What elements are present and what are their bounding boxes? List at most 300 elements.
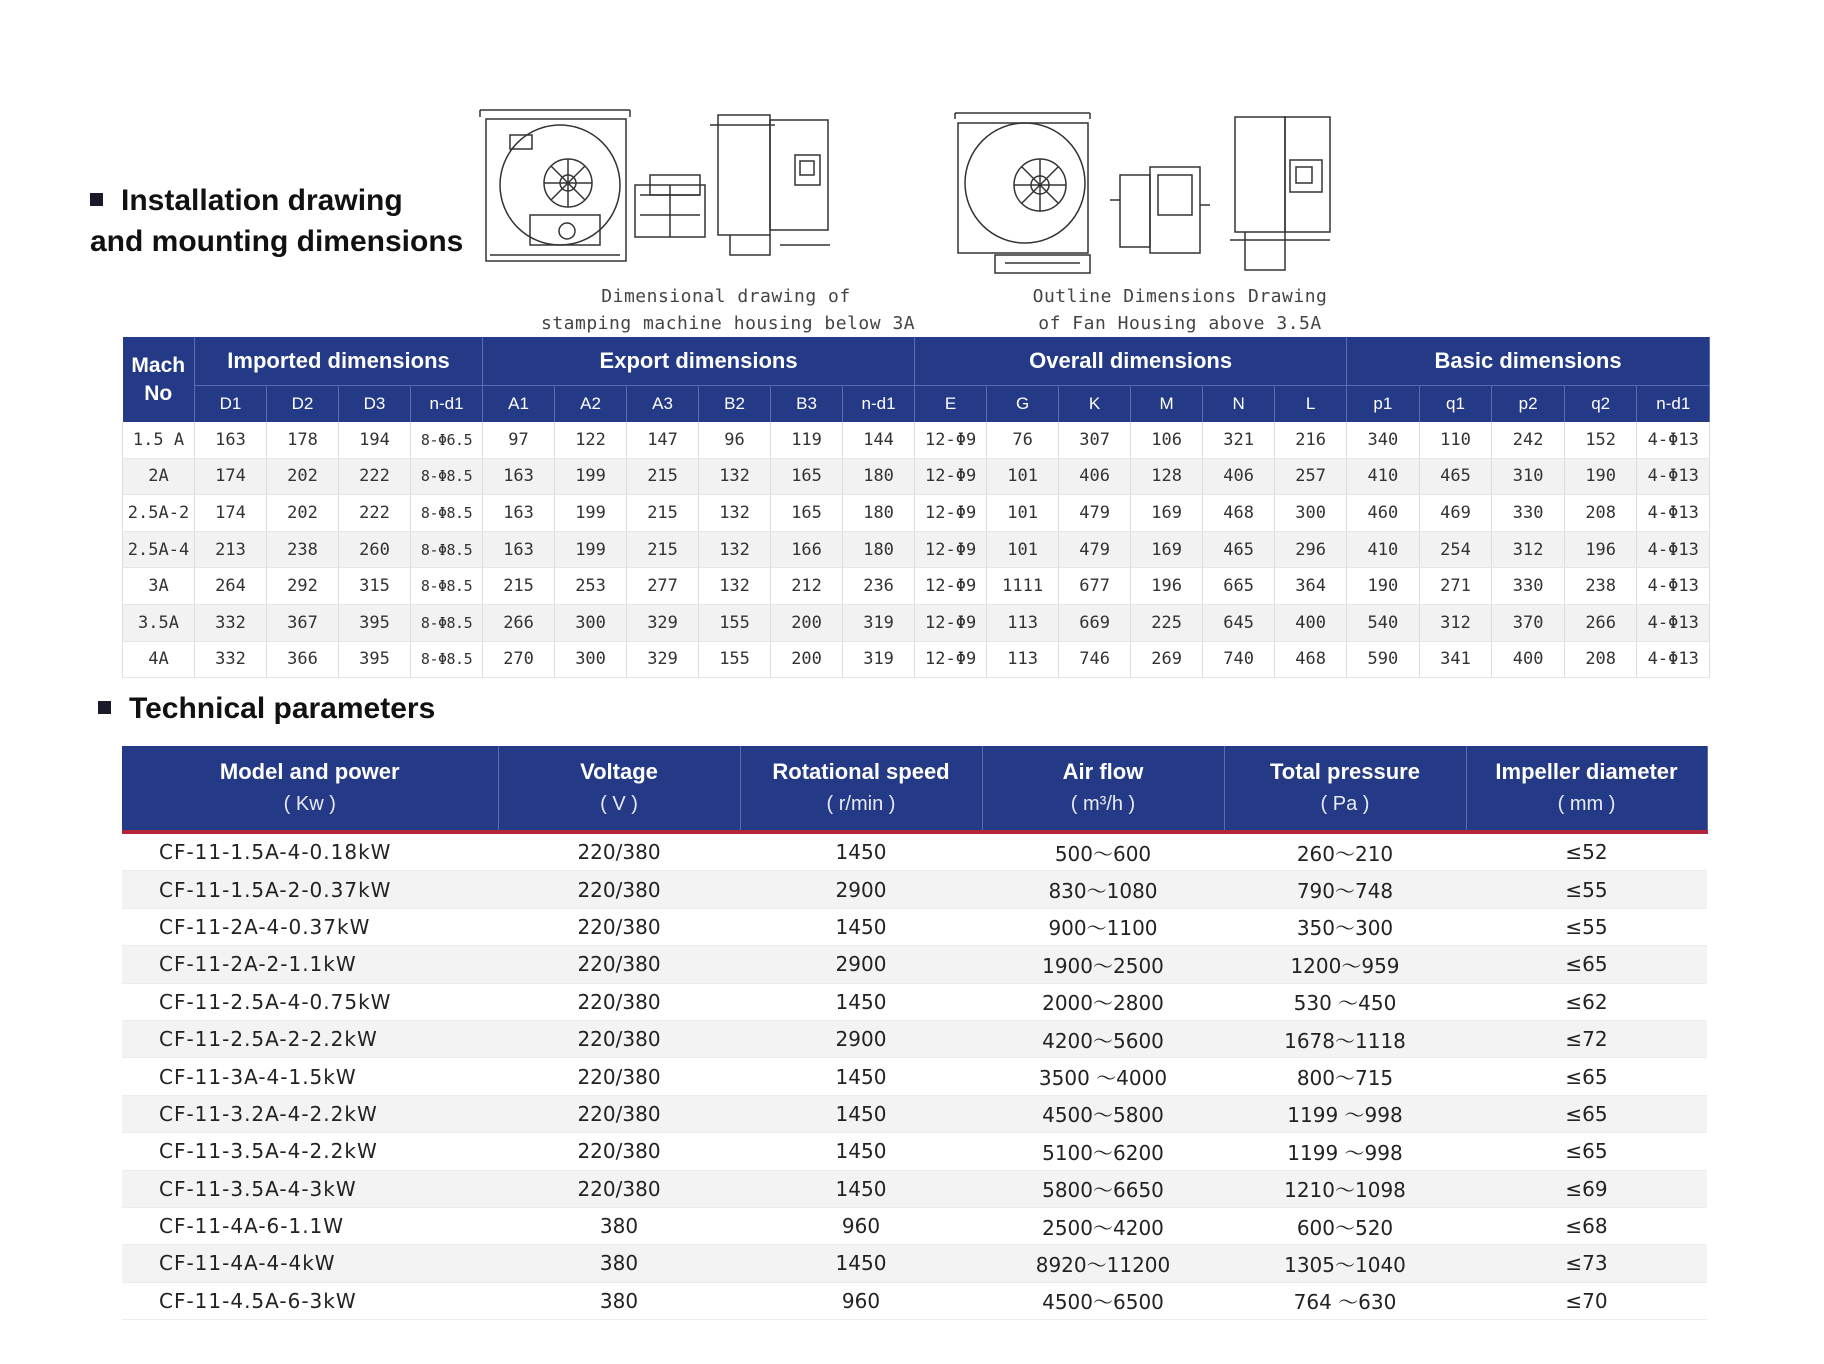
table-cell: 200 [771, 604, 843, 641]
table-cell: 8-Φ8.5 [411, 641, 483, 678]
table-row [123, 531, 1710, 568]
table-cell: 830～1080 [982, 871, 1224, 908]
header-label: Impeller diameter [1495, 759, 1678, 784]
column-header: n-d1 [411, 386, 483, 423]
table-cell: 2900 [740, 1020, 982, 1057]
header-label: Air flow [1062, 759, 1144, 784]
table-cell: ≤69 [1466, 1170, 1707, 1207]
table-cell: 180 [843, 458, 915, 495]
table-cell: 215 [627, 458, 699, 495]
table-cell: 196 [1131, 568, 1203, 605]
square-bullet-icon [98, 701, 111, 714]
table-cell: 132 [699, 458, 771, 495]
table-cell: ≤73 [1466, 1245, 1707, 1282]
column-header: D1 [195, 386, 267, 423]
table-cell: 163 [195, 422, 267, 458]
table-cell: 319 [843, 604, 915, 641]
header-unit: ( m³/h ) [1070, 793, 1136, 815]
table-cell: 4-Φ13 [1637, 531, 1710, 568]
table-cell: 270 [483, 641, 555, 678]
table-cell: 367 [267, 604, 339, 641]
table-cell: 410 [1347, 458, 1420, 495]
table-cell: 410 [1347, 531, 1420, 568]
tech-column-header [498, 746, 740, 832]
tech-column-header [982, 746, 1224, 832]
table-row [122, 1170, 1707, 1207]
table-row [123, 641, 1710, 678]
header-unit: ( V ) [600, 793, 638, 815]
table-cell: 296 [1275, 531, 1347, 568]
table-cell: 4500～5800 [982, 1095, 1224, 1132]
header-label: Voltage [580, 759, 658, 784]
table-cell: 4-Φ13 [1637, 604, 1710, 641]
table-cell: 220/380 [498, 1020, 740, 1057]
title-line-2: and mounting dimensions [90, 225, 464, 258]
table-cell: 253 [555, 568, 627, 605]
table-cell: 269 [1131, 641, 1203, 678]
table-cell: 216 [1275, 422, 1347, 458]
table-cell: 315 [339, 568, 411, 605]
table-cell: 202 [267, 458, 339, 495]
tech-column-header [740, 746, 982, 832]
table-cell: 220/380 [498, 1095, 740, 1132]
table-cell: 321 [1203, 422, 1275, 458]
table-cell: 330 [1492, 568, 1565, 605]
table-cell: 540 [1347, 604, 1420, 641]
header-label: Rotational speed [772, 759, 950, 784]
table-cell: 174 [195, 495, 267, 532]
mach-no-cell: 2A [123, 458, 195, 495]
table-cell: 330 [1492, 495, 1565, 532]
table-cell: 132 [699, 531, 771, 568]
table-row [122, 832, 1707, 871]
table-cell: 469 [1419, 495, 1492, 532]
table-cell: 212 [771, 568, 843, 605]
table-cell: 128 [1131, 458, 1203, 495]
table-cell: 238 [1564, 568, 1637, 605]
table-row [122, 983, 1707, 1020]
table-cell: 169 [1131, 531, 1203, 568]
dimensions-table [122, 337, 1710, 678]
table-row [123, 568, 1710, 605]
technical-title-text: Technical parameters [129, 692, 436, 725]
column-header: B2 [699, 386, 771, 423]
table-cell: 220/380 [498, 1133, 740, 1170]
table-cell: 740 [1203, 641, 1275, 678]
model-cell: CF-11-4A-4-4kW [122, 1245, 498, 1282]
table-cell: 1200～959 [1224, 946, 1466, 983]
table-cell: 1450 [740, 1245, 982, 1282]
table-cell: 332 [195, 604, 267, 641]
header-label: Model and power [219, 759, 400, 784]
technical-parameters-table [122, 746, 1708, 1320]
table-cell: 208 [1564, 495, 1637, 532]
table-cell: 960 [740, 1207, 982, 1244]
table-cell: 132 [699, 495, 771, 532]
table-cell: 1450 [740, 1170, 982, 1207]
table-cell: 163 [483, 531, 555, 568]
table-cell: 370 [1492, 604, 1565, 641]
table-cell: 174 [195, 458, 267, 495]
table-row [122, 1133, 1707, 1170]
table-row [122, 1282, 1707, 1319]
table-cell: 364 [1275, 568, 1347, 605]
table-cell: 220/380 [498, 983, 740, 1020]
table-cell: 530 ～450 [1224, 983, 1466, 1020]
table-cell: 220/380 [498, 871, 740, 908]
table-cell: ≤55 [1466, 908, 1707, 945]
table-cell: 113 [987, 604, 1059, 641]
table-cell: 225 [1131, 604, 1203, 641]
model-cell: CF-11-3.5A-4-2.2kW [122, 1133, 498, 1170]
table-cell: 119 [771, 422, 843, 458]
table-cell: 12-Φ9 [915, 531, 987, 568]
table-cell: 155 [699, 641, 771, 678]
table-cell: 12-Φ9 [915, 641, 987, 678]
table-cell: 406 [1059, 458, 1131, 495]
table-cell: 4-Φ13 [1637, 568, 1710, 605]
table-cell: 764 ～630 [1224, 1282, 1466, 1319]
tech-header-row [122, 746, 1707, 832]
model-cell: CF-11-1.5A-2-0.37kW [122, 871, 498, 908]
table-cell: 4-Φ13 [1637, 458, 1710, 495]
table-cell: 479 [1059, 531, 1131, 568]
table-cell: 677 [1059, 568, 1131, 605]
table-cell: 960 [740, 1282, 982, 1319]
table-cell: 400 [1275, 604, 1347, 641]
table-cell: 1199 ～998 [1224, 1133, 1466, 1170]
table-cell: 465 [1203, 531, 1275, 568]
table-cell: 169 [1131, 495, 1203, 532]
table-cell: 4200～5600 [982, 1020, 1224, 1057]
table-cell: 163 [483, 495, 555, 532]
column-header: n-d1 [1637, 386, 1710, 423]
table-row [122, 1058, 1707, 1095]
column-header: A2 [555, 386, 627, 423]
header-unit: ( mm ) [1557, 793, 1616, 815]
caption-right-line-1: Outline Dimensions Drawing [1032, 286, 1328, 307]
table-cell: 190 [1564, 458, 1637, 495]
table-cell: 307 [1059, 422, 1131, 458]
mach-no-cell: 3A [123, 568, 195, 605]
group-header-row [123, 337, 1710, 386]
table-cell: 1210～1098 [1224, 1170, 1466, 1207]
table-cell: 380 [498, 1207, 740, 1244]
table-cell: ≤65 [1466, 946, 1707, 983]
table-cell: 215 [627, 495, 699, 532]
table-cell: ≤72 [1466, 1020, 1707, 1057]
header-label: Total pressure [1270, 759, 1420, 784]
table-cell: 319 [843, 641, 915, 678]
table-cell: 8-Φ8.5 [411, 495, 483, 532]
table-cell: 222 [339, 458, 411, 495]
table-cell: 257 [1275, 458, 1347, 495]
table-cell: 215 [627, 531, 699, 568]
table-cell: 277 [627, 568, 699, 605]
column-header: K [1059, 386, 1131, 423]
table-cell: 152 [1564, 422, 1637, 458]
column-header: L [1275, 386, 1347, 423]
table-cell: 600～520 [1224, 1207, 1466, 1244]
table-cell: 665 [1203, 568, 1275, 605]
column-header: M [1131, 386, 1203, 423]
table-cell: 395 [339, 604, 411, 641]
column-header: D2 [267, 386, 339, 423]
table-cell: 76 [987, 422, 1059, 458]
column-header-row [123, 386, 1710, 423]
table-cell: 350～300 [1224, 908, 1466, 945]
model-cell: CF-11-3.5A-4-3kW [122, 1170, 498, 1207]
table-cell: 1450 [740, 983, 982, 1020]
mach-no-cell: 2.5A-2 [123, 495, 195, 532]
table-cell: 500～600 [982, 832, 1224, 871]
table-cell: 165 [771, 495, 843, 532]
table-row [122, 1095, 1707, 1132]
table-row [123, 458, 1710, 495]
table-cell: ≤68 [1466, 1207, 1707, 1244]
table-cell: 194 [339, 422, 411, 458]
table-cell: 101 [987, 531, 1059, 568]
table-cell: 329 [627, 641, 699, 678]
table-cell: 260 [339, 531, 411, 568]
table-cell: 236 [843, 568, 915, 605]
table-cell: ≤65 [1466, 1095, 1707, 1132]
table-cell: 190 [1347, 568, 1420, 605]
table-cell: ≤65 [1466, 1133, 1707, 1170]
table-cell: 329 [627, 604, 699, 641]
title-line-1: Installation drawing [121, 184, 403, 217]
table-cell: 1111 [987, 568, 1059, 605]
table-cell: 215 [483, 568, 555, 605]
table-cell: 266 [483, 604, 555, 641]
column-header: N [1203, 386, 1275, 423]
table-cell: 2500～4200 [982, 1207, 1224, 1244]
mach-no-cell: 4A [123, 641, 195, 678]
table-cell: 96 [699, 422, 771, 458]
table-cell: 220/380 [498, 1170, 740, 1207]
table-cell: 1450 [740, 832, 982, 871]
header-unit: ( Kw ) [283, 793, 336, 815]
table-cell: 300 [1275, 495, 1347, 532]
table-cell: 260～210 [1224, 832, 1466, 871]
table-cell: 271 [1419, 568, 1492, 605]
caption-left-line-2: stamping machine housing below 3A [541, 313, 916, 334]
table-cell: 155 [699, 604, 771, 641]
table-row [123, 604, 1710, 641]
table-cell: 406 [1203, 458, 1275, 495]
table-cell: 1450 [740, 1095, 982, 1132]
table-cell: 220/380 [498, 1058, 740, 1095]
column-header: A1 [483, 386, 555, 423]
table-cell: 132 [699, 568, 771, 605]
table-cell: ≤65 [1466, 1058, 1707, 1095]
drawing-caption-left [541, 283, 916, 337]
table-cell: 97 [483, 422, 555, 458]
table-cell: 166 [771, 531, 843, 568]
group-header-overall: Overall dimensions [915, 337, 1347, 386]
table-cell: ≤70 [1466, 1282, 1707, 1319]
table-cell: 746 [1059, 641, 1131, 678]
column-header: n-d1 [843, 386, 915, 423]
table-cell: 196 [1564, 531, 1637, 568]
table-cell: 590 [1347, 641, 1420, 678]
table-cell: 106 [1131, 422, 1203, 458]
table-cell: 254 [1419, 531, 1492, 568]
table-cell: ≤52 [1466, 832, 1707, 871]
table-cell: 101 [987, 495, 1059, 532]
table-cell: 380 [498, 1245, 740, 1282]
table-cell: 8-Φ8.5 [411, 604, 483, 641]
model-cell: CF-11-2.5A-4-0.75kW [122, 983, 498, 1020]
table-cell: 144 [843, 422, 915, 458]
column-header: G [987, 386, 1059, 423]
table-cell: 200 [771, 641, 843, 678]
header-unit: ( r/min ) [826, 793, 896, 815]
model-cell: CF-11-2.5A-2-2.2kW [122, 1020, 498, 1057]
caption-left-line-1: Dimensional drawing of [601, 286, 851, 307]
table-cell: 12-Φ9 [915, 568, 987, 605]
table-cell: 199 [555, 495, 627, 532]
table-cell: 165 [771, 458, 843, 495]
tech-column-header [1224, 746, 1466, 832]
table-row [122, 871, 1707, 908]
table-cell: 12-Φ9 [915, 422, 987, 458]
table-cell: 300 [555, 604, 627, 641]
mach-no-cell: 2.5A-4 [123, 531, 195, 568]
table-cell: 332 [195, 641, 267, 678]
caption-right-line-2: of Fan Housing above 3.5A [1038, 313, 1322, 334]
table-cell: 12-Φ9 [915, 495, 987, 532]
model-cell: CF-11-3.2A-4-2.2kW [122, 1095, 498, 1132]
table-cell: 312 [1492, 531, 1565, 568]
table-cell: 8-Φ8.5 [411, 531, 483, 568]
table-cell: 300 [555, 641, 627, 678]
table-row [123, 422, 1710, 458]
table-cell: 2000～2800 [982, 983, 1224, 1020]
table-cell: 163 [483, 458, 555, 495]
table-cell: 1450 [740, 1058, 982, 1095]
table-cell: 208 [1564, 641, 1637, 678]
table-cell: 341 [1419, 641, 1492, 678]
column-header: p1 [1347, 386, 1420, 423]
model-cell: CF-11-1.5A-4-0.18kW [122, 832, 498, 871]
column-header: E [915, 386, 987, 423]
table-cell: 2900 [740, 871, 982, 908]
table-cell: 1450 [740, 908, 982, 945]
table-cell: 380 [498, 1282, 740, 1319]
table-cell: 395 [339, 641, 411, 678]
group-header-export: Export dimensions [483, 337, 915, 386]
table-cell: ≤62 [1466, 983, 1707, 1020]
table-cell: 8-Φ8.5 [411, 458, 483, 495]
table-cell: 340 [1347, 422, 1420, 458]
table-cell: 465 [1419, 458, 1492, 495]
square-bullet-icon [90, 193, 103, 206]
column-header: p2 [1492, 386, 1565, 423]
table-cell: 264 [195, 568, 267, 605]
tech-column-header [122, 746, 498, 832]
table-cell: 12-Φ9 [915, 604, 987, 641]
table-cell: 400 [1492, 641, 1565, 678]
technical-section-title [98, 688, 435, 729]
mach-no-cell: 1.5 A [123, 422, 195, 458]
table-cell: 199 [555, 458, 627, 495]
fan-drawing-small-housing [470, 105, 920, 285]
table-cell: 4-Φ13 [1637, 641, 1710, 678]
table-row [122, 1020, 1707, 1057]
table-cell: 122 [555, 422, 627, 458]
table-cell: 479 [1059, 495, 1131, 532]
table-cell: 900～1100 [982, 908, 1224, 945]
model-cell: CF-11-2A-4-0.37kW [122, 908, 498, 945]
table-cell: 238 [267, 531, 339, 568]
table-cell: 180 [843, 531, 915, 568]
table-cell: 199 [555, 531, 627, 568]
table-cell: 266 [1564, 604, 1637, 641]
model-cell: CF-11-3A-4-1.5kW [122, 1058, 498, 1095]
table-cell: 468 [1203, 495, 1275, 532]
table-cell: 4-Φ13 [1637, 495, 1710, 532]
mach-no-header: Mach No [123, 337, 195, 422]
table-cell: 147 [627, 422, 699, 458]
group-header-basic: Basic dimensions [1347, 337, 1710, 386]
tech-column-header [1466, 746, 1707, 832]
table-cell: 5800～6650 [982, 1170, 1224, 1207]
table-cell: 1678～1118 [1224, 1020, 1466, 1057]
table-cell: 8920～11200 [982, 1245, 1224, 1282]
table-cell: 220/380 [498, 946, 740, 983]
table-cell: 202 [267, 495, 339, 532]
table-cell: 110 [1419, 422, 1492, 458]
table-cell: 8-Φ8.5 [411, 568, 483, 605]
table-cell: 113 [987, 641, 1059, 678]
table-cell: 222 [339, 495, 411, 532]
table-cell: 292 [267, 568, 339, 605]
table-cell: 1900～2500 [982, 946, 1224, 983]
table-row [122, 1207, 1707, 1244]
table-cell: 178 [267, 422, 339, 458]
table-cell: 790～748 [1224, 871, 1466, 908]
column-header: A3 [627, 386, 699, 423]
table-row [122, 946, 1707, 983]
table-cell: 800～715 [1224, 1058, 1466, 1095]
table-cell: ≤55 [1466, 871, 1707, 908]
table-cell: 220/380 [498, 908, 740, 945]
table-cell: 4-Φ13 [1637, 422, 1710, 458]
column-header: q1 [1419, 386, 1492, 423]
header-unit: ( Pa ) [1320, 793, 1370, 815]
table-cell: 220/380 [498, 832, 740, 871]
column-header: B3 [771, 386, 843, 423]
table-cell: 310 [1492, 458, 1565, 495]
table-row [122, 908, 1707, 945]
table-cell: 468 [1275, 641, 1347, 678]
table-cell: 312 [1419, 604, 1492, 641]
model-cell: CF-11-4A-6-1.1W [122, 1207, 498, 1244]
table-cell: 2900 [740, 946, 982, 983]
table-cell: 1305～1040 [1224, 1245, 1466, 1282]
installation-section-title [90, 180, 463, 262]
table-cell: 101 [987, 458, 1059, 495]
table-cell: 8-Φ6.5 [411, 422, 483, 458]
drawing-caption-right [1010, 283, 1350, 337]
table-cell: 3500 ～4000 [982, 1058, 1224, 1095]
column-header: D3 [339, 386, 411, 423]
table-cell: 213 [195, 531, 267, 568]
model-cell: CF-11-4.5A-6-3kW [122, 1282, 498, 1319]
mach-no-cell: 3.5A [123, 604, 195, 641]
table-cell: 669 [1059, 604, 1131, 641]
